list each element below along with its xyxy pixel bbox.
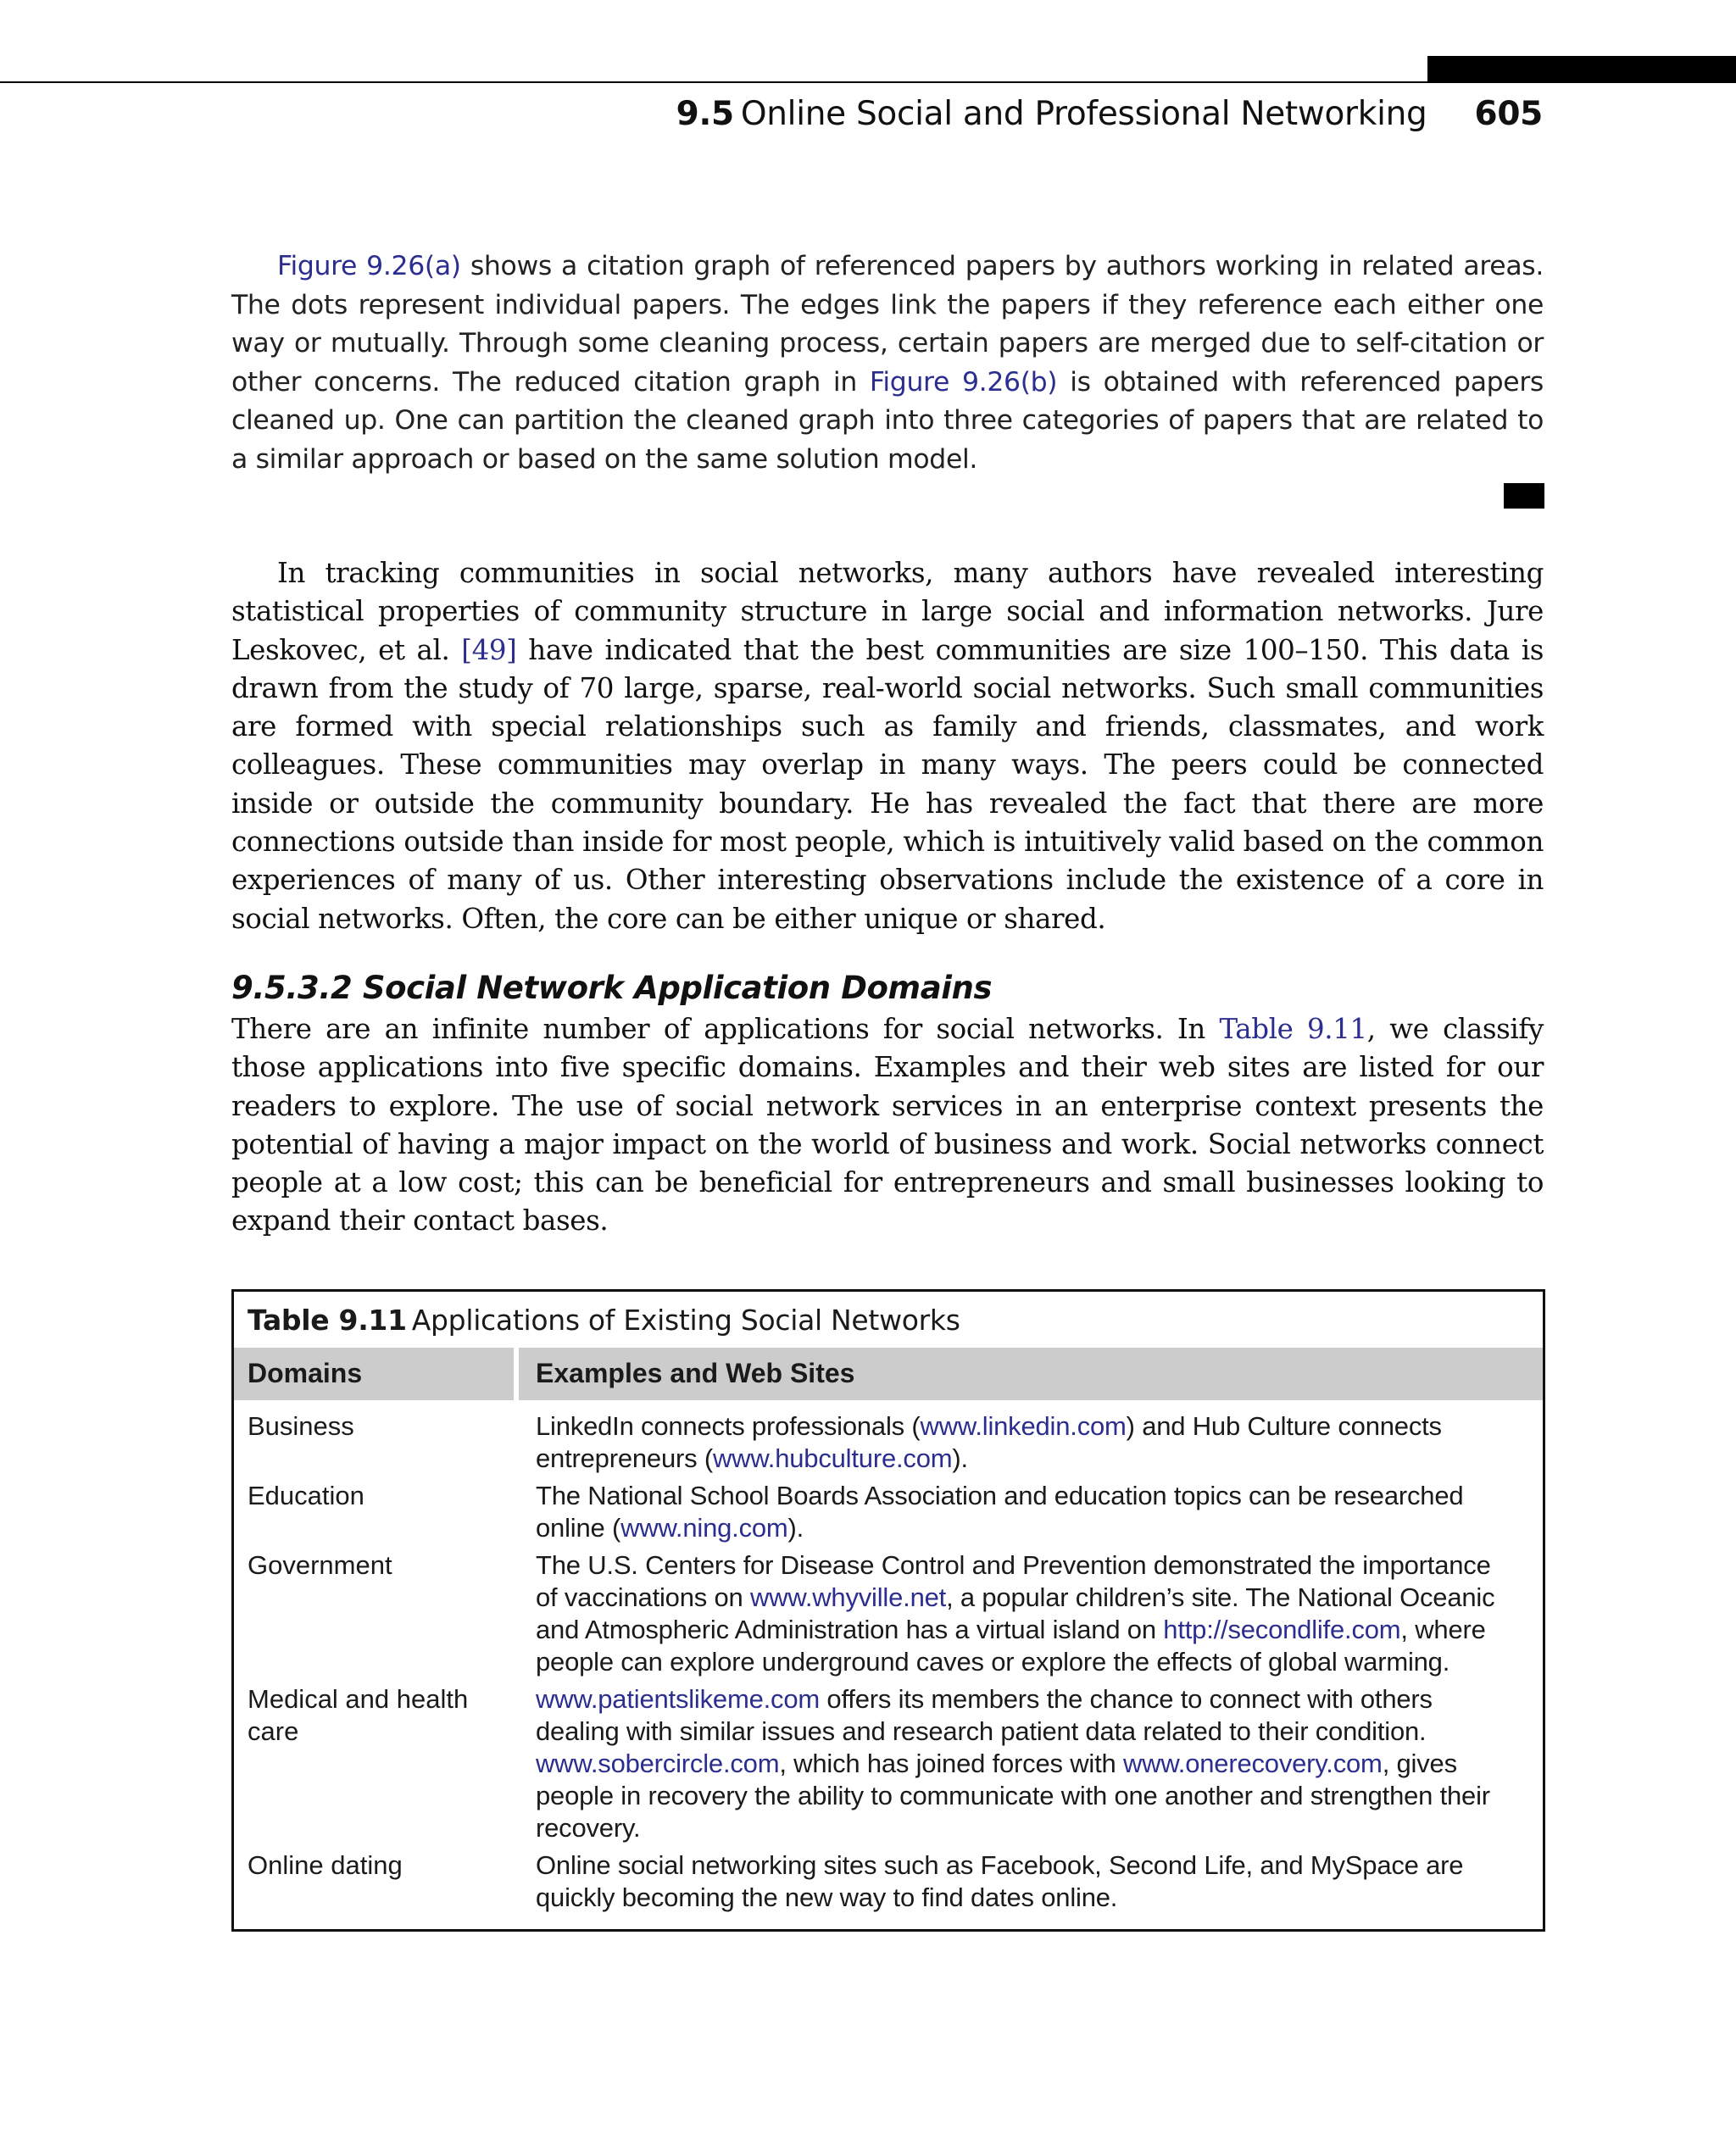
- table-caption: [248, 1304, 960, 1337]
- cell-domain: Business: [248, 1411, 354, 1441]
- cell-domain: Government: [248, 1550, 392, 1580]
- table-row: [234, 1849, 1543, 1914]
- table-row: [234, 1480, 1543, 1544]
- paragraph-communities: [231, 554, 1544, 938]
- section-number: 9.5: [676, 95, 734, 133]
- example-text: , gives people in recovery the ability to communicate with one another and strengthen their recovery.: [536, 1749, 1490, 1843]
- table-row: [234, 1683, 1543, 1844]
- example-text: The U.S. Centers for Disease Control and Prevention demonstrated the importance of vaccinations on: [536, 1550, 1491, 1612]
- table-applications: [231, 1289, 1545, 1932]
- running-head: [676, 95, 1543, 133]
- section-heading: 9.5.3.2 Social Network Application Domains: [231, 970, 993, 1006]
- column-header-examples-label: Examples and Web Sites: [536, 1358, 855, 1388]
- cell-examples: [536, 1410, 1519, 1475]
- section-title: Online Social and Professional Networking: [740, 95, 1427, 133]
- website-link[interactable]: www.hubculture.com: [712, 1443, 953, 1473]
- para1-text-2: is obtained with referenced papers cleaned up. One can partition the cleaned graph into three categories of papers that are related to a similar approach or based on the same solution model.: [231, 366, 1544, 475]
- para1-text-1: shows a citation graph of referenced papers by authors working in related areas. The dots represent individual papers. The edges link the papers if they reference each either one way or mutually. Through some cleaning process, certain papers are merged due to self-citation or other concerns. The reduced citation graph in: [231, 251, 1544, 398]
- cell-examples: [536, 1549, 1519, 1678]
- paragraph-application-domains: [231, 1010, 1544, 1241]
- paragraph-citation-graph: [231, 247, 1544, 479]
- end-of-box-marker: [1504, 483, 1544, 509]
- example-text: ).: [952, 1443, 968, 1473]
- website-link[interactable]: http://secondlife.com: [1163, 1615, 1401, 1644]
- column-header-domains: [234, 1348, 514, 1400]
- cell-examples: [536, 1480, 1519, 1544]
- section-text-2: , we classify those applications into five specific domains. Examples and their web sites are listed for our readers to explore. The use of social network services in an enterprise context presents the potential of having a major impact on the world of business and work. Social networks connect people at a low cost; this can be beneficial for entrepreneurs and small businesses looking to expand their contact bases.: [231, 1013, 1544, 1237]
- cell-domain: Online dating: [248, 1850, 403, 1880]
- example-text: , where people can explore underground caves or explore the effects of global warming.: [536, 1615, 1486, 1677]
- website-link[interactable]: www.ning.com: [620, 1513, 788, 1543]
- example-text: , a popular children’s site. The National Oceanic and Atmospheric Administration has a virtual island on: [536, 1582, 1495, 1644]
- column-header-examples: [519, 1348, 1543, 1400]
- section-text-1: There are an infinite number of applications for social networks. In: [231, 1013, 1220, 1045]
- cell-examples: [536, 1849, 1519, 1914]
- website-link[interactable]: www.onerecovery.com: [1122, 1749, 1383, 1778]
- table-row: [234, 1549, 1543, 1678]
- website-link[interactable]: www.linkedin.com: [920, 1411, 1127, 1441]
- example-text: The National School Boards Association and education topics can be researched online (: [536, 1481, 1464, 1543]
- cell-domain: Education: [248, 1481, 364, 1510]
- figure-ref-b[interactable]: Figure 9.26(b): [869, 366, 1058, 398]
- example-text: ) and Hub Culture connects entrepreneurs (: [536, 1411, 1442, 1473]
- cell-examples: [536, 1683, 1519, 1844]
- para2-text-1: In tracking communities in social networks, many authors have revealed interesting statistical properties of community structure in large social and information networks. Jure Leskovec, et al.: [231, 557, 1544, 666]
- example-text: , which has joined forces with: [779, 1749, 1123, 1778]
- example-text: LinkedIn connects professionals (: [536, 1411, 921, 1441]
- page-number: 605: [1474, 95, 1543, 133]
- table-row: [234, 1410, 1543, 1475]
- figure-ref-a[interactable]: Figure 9.26(a): [277, 251, 461, 281]
- header-tab-block: [1427, 56, 1736, 83]
- example-text: offers its members the chance to connect with others dealing with similar issues and research patient data related to their condition.: [536, 1684, 1433, 1746]
- website-link[interactable]: www.patientslikeme.com: [536, 1684, 820, 1714]
- table-body: [234, 1410, 1543, 1919]
- reference-49[interactable]: [49]: [461, 633, 517, 666]
- table-ref[interactable]: Table 9.11: [1219, 1013, 1367, 1045]
- website-link[interactable]: www.sobercircle.com: [536, 1749, 780, 1778]
- website-link[interactable]: www.whyville.net: [749, 1582, 947, 1612]
- table-header: [234, 1348, 1543, 1400]
- para2-text-2: have indicated that the best communities are size 100–150. This data is drawn from the study of 70 large, sparse, real-world social networks. Such small communities are formed with special relationships such as family and friends, classmates, and work colleagues. These communities may overlap in many ways. The peers could be connected inside or outside the community boundary. He has revealed the fact that there are more connections outside than inside for most people, which is intuitively valid based on the common experiences of many of us. Other interesting observations include the existence of a core in social networks. Often, the core can be either unique or shared.: [231, 633, 1544, 935]
- table-caption-text: Applications of Existing Social Networks: [411, 1304, 960, 1337]
- example-text: Online social networking sites such as Facebook, Second Life, and MySpace are quickly becoming the new way to find dates online.: [536, 1850, 1464, 1912]
- cell-domain: Medical and health care: [248, 1684, 469, 1746]
- table-label: Table 9.11: [248, 1304, 407, 1337]
- column-header-domains-label: Domains: [248, 1358, 363, 1388]
- example-text: ).: [787, 1513, 804, 1543]
